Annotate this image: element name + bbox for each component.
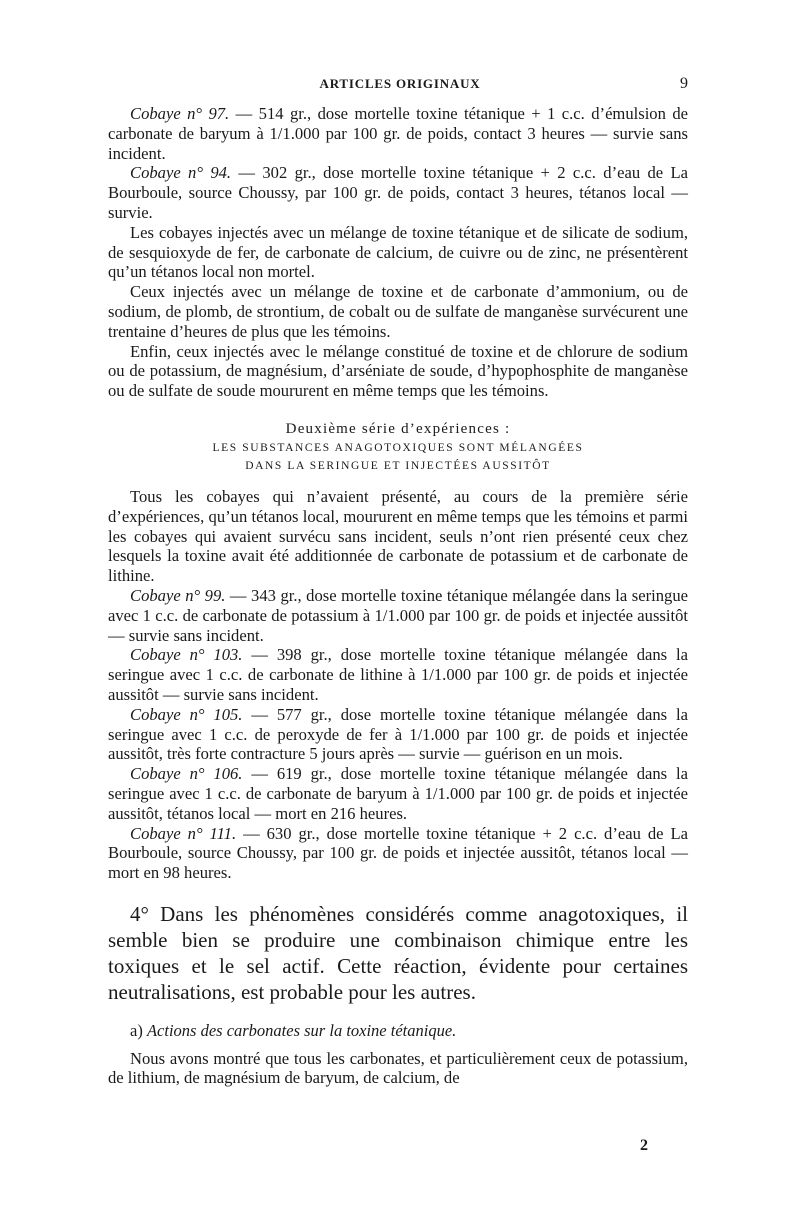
series-heading xyxy=(108,419,688,475)
paragraph xyxy=(108,705,688,764)
paragraph xyxy=(108,824,688,883)
paragraph xyxy=(108,645,688,704)
paragraph-text: Les cobayes injectés avec un mélange de toxine tétanique et de silicate de sodium, de sesquioxyde de fer, de carbonate de calcium, de cuivre ou de zinc, ne présentèrent qu’un tétanos local non mortel. xyxy=(108,222,688,282)
paragraph xyxy=(108,282,688,341)
paragraph-text: — 630 gr., dose mortelle toxine tétanique + 2 c.c. d’eau de La Bourboule, source Choussy, par 100 gr. de poids et injectée aussitôt, tétanos local — mort en 98 heures. xyxy=(108,823,688,883)
signature-mark: 2 xyxy=(640,1137,648,1154)
cobaye-label: Cobaye n° 111. xyxy=(130,823,237,843)
body-text xyxy=(108,104,688,1088)
paragraph-text: — 514 gr., dose mortelle toxine tétanique + 1 c.c. d’émulsion de carbonate de baryum à 1/1.000 par 100 gr. de poids, contact 3 heures — survie sans incident. xyxy=(108,104,688,163)
cobaye-label: Cobaye n° 103. xyxy=(130,645,243,665)
paragraph xyxy=(108,586,688,645)
running-title: ARTICLES ORIGINAUX xyxy=(319,76,481,91)
paragraph-text: — 619 gr., dose mortelle toxine tétanique mélangée dans la seringue avec 1 c.c. de carbonate de baryum à 1/1.000 par 100 gr. de poids et injectée aussitôt, tétanos local — mort en 216 heures. xyxy=(108,764,688,823)
page-header xyxy=(0,76,800,100)
paragraph xyxy=(108,223,688,282)
cobaye-label: Cobaye n° 105. xyxy=(130,704,243,724)
series-subtitle-line-2: DANS LA SERINGUE ET INJECTÉES AUSSITÔT xyxy=(245,459,551,472)
paragraph-text: — 398 gr., dose mortelle toxine tétanique mélangée dans la seringue avec 1 c.c. de carbonate de lithine à 1/1.000 par 100 gr. de poids et injectée aussitôt — survie sans incident. xyxy=(108,645,688,704)
paragraph: Nous avons montré que tous les carbonates, et particulièrement ceux de potassium, de lithium, de magnésium de baryum, de calcium, de xyxy=(108,1048,688,1088)
cobaye-label: Cobaye n° 97. xyxy=(130,104,230,123)
paragraph xyxy=(108,487,688,586)
series-title: Deuxième série d’expériences : xyxy=(285,420,511,437)
cobaye-label: Cobaye n° 106. xyxy=(130,764,243,784)
paragraph-text: — 343 gr., dose mortelle toxine tétanique mélangée dans la seringue avec 1 c.c. de carbonate de potassium à 1/1.000 par 100 gr. de poids et injectée aussitôt — survie sans incident. xyxy=(108,585,688,645)
subsection-marker: a) xyxy=(130,1020,143,1040)
conclusion-paragraph: 4° Dans les phénomènes considérés comme anagotoxiques, il semble bien se produire une combinaison chimique entre les toxiques et le sel actif. Cette réaction, évidente pour certaines neutralisations, est probable pour les autres. xyxy=(108,901,688,1004)
cobaye-label: Cobaye n° 99. xyxy=(130,585,226,605)
paragraph-text: Ceux injectés avec un mélange de toxine et de carbonate d’ammonium, ou de sodium, de plomb, de strontium, de cobalt ou de sulfate de manganèse survécurent une trentaine d’heures de plus que les témoins. xyxy=(108,282,688,341)
paragraph-text: — 302 gr., dose mortelle toxine tétanique + 2 c.c. d’eau de La Bourboule, source Choussy, par 100 gr. de poids, contact 3 heures, tétanos local — survie. xyxy=(108,163,688,222)
subsection-title: Actions des carbonates sur la toxine tétanique. xyxy=(146,1020,457,1040)
paragraph-text: Enfin, ceux injectés avec le mélange constitué de toxine et de chlorure de sodium ou de potassium, de magnésium, d’arséniate de soude, d’hypophosphite de manganèse ou de sulfate de soude moururent en même temps que les témoins. xyxy=(108,341,688,401)
paragraph xyxy=(108,104,688,163)
paragraph-text: — 577 gr., dose mortelle toxine tétanique mélangée dans la seringue avec 1 c.c. de peroxyde de fer à 1/1.000 par 100 gr. de poids et injectée aussitôt, très forte contracture 5 jours après — survie — guérison en un mois. xyxy=(108,704,688,764)
series-subtitle-line-1: LES SUBSTANCES ANAGOTOXIQUES SONT MÉLANGÉES xyxy=(212,441,584,454)
paragraph xyxy=(108,342,688,401)
paragraph xyxy=(108,163,688,222)
paragraph-text: Tous les cobayes qui n’avaient présenté, au cours de la première série d’expériences, qu’un tétanos local, moururent en même temps que les témoins et parmi les cobayes qui avaient survécu sans incident, seuls n’ont rien présenté ceux chez lesquels la toxine avait été additionnée de carbonate de potassium et de carbonate de lithine. xyxy=(108,486,688,586)
subsection-heading xyxy=(108,1021,688,1041)
cobaye-label: Cobaye n° 94. xyxy=(130,163,232,183)
page-number: 9 xyxy=(680,75,688,92)
paragraph xyxy=(108,764,688,823)
